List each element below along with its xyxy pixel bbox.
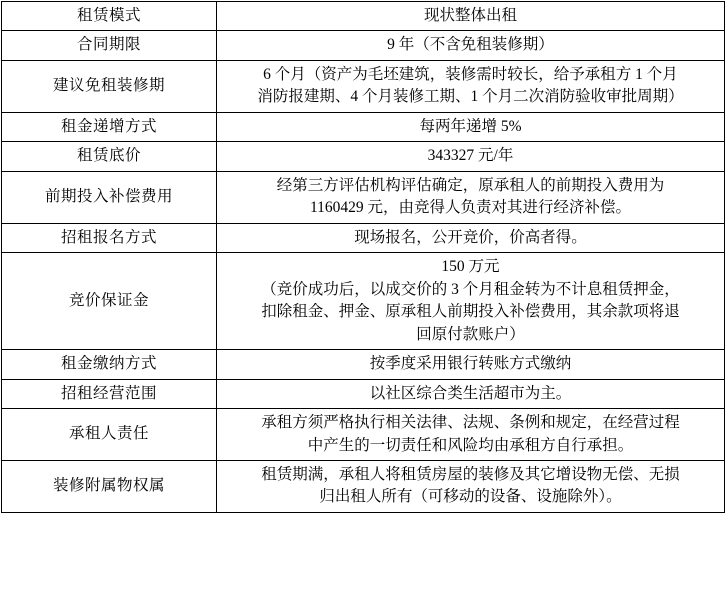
row-value-line: 租赁期满，承租人将租赁房屋的装修及其它增设物无偿、无损 — [261, 465, 680, 483]
row-value-line: 343327 元/年 — [427, 147, 514, 165]
table-row — [2, 142, 725, 171]
row-value-line: 150 万元 — [441, 258, 500, 276]
row-label: 租赁底价 — [2, 142, 217, 171]
row-value-line: 按季度采用银行转账方式缴纳 — [369, 355, 572, 373]
row-value-line: 现状整体出租 — [423, 7, 517, 24]
table-row — [2, 460, 725, 512]
row-value — [217, 460, 725, 512]
row-value-line: 6 个月（资产为毛坯建筑，装修需时较长，给予承租方 1 个月 — [263, 65, 678, 83]
row-value-line: 归出租人所有（可移动的设备、设施除外）。 — [319, 488, 622, 506]
table-row — [2, 171, 725, 223]
row-label: 租金递增方式 — [2, 112, 217, 141]
row-value — [217, 2, 725, 31]
row-value — [217, 142, 725, 171]
row-value — [217, 253, 725, 350]
row-value-line: 消防报建期、4 个月装修工期、1 个月二次消防验收审批周期） — [257, 88, 684, 106]
row-label: 装修附属物权属 — [2, 460, 217, 512]
row-label: 租金缴纳方式 — [2, 350, 217, 379]
row-value — [217, 31, 725, 60]
table-row — [2, 112, 725, 141]
row-value-line: 承租方须严格执行相关法律、法规、条例和规定，在经营过程 — [261, 414, 680, 432]
row-value — [217, 112, 725, 141]
lease-terms-table — [1, 1, 725, 513]
row-value-line: （竞价成功后，以成交价的 3 个月租金转为不计息租赁押金， — [261, 280, 680, 298]
row-value — [217, 223, 725, 252]
row-label: 租赁模式 — [2, 2, 217, 31]
row-label: 竞价保证金 — [2, 253, 217, 350]
row-value-line: 现场报名，公开竞价，价高者得。 — [354, 228, 587, 246]
table-body — [2, 2, 725, 513]
row-value-line: 扣除租金、押金、原承租人前期投入补偿费用，其余款项将退 — [261, 303, 680, 321]
document-page — [0, 1, 726, 610]
row-value — [217, 379, 725, 408]
row-label: 招租经营范围 — [2, 379, 217, 408]
row-value — [217, 60, 725, 112]
table-row — [2, 350, 725, 379]
row-value — [217, 409, 725, 461]
table-row — [2, 253, 725, 350]
table-row — [2, 379, 725, 408]
table-row — [2, 60, 725, 112]
row-value — [217, 171, 725, 223]
row-value-line: 1160429 元，由竞得人负责对其进行经济补偿。 — [309, 199, 632, 217]
row-value-line: 以社区综合类生活超市为主。 — [369, 384, 572, 402]
row-label: 承租人责任 — [2, 409, 217, 461]
row-value-line: 9 年（不含免租装修期） — [387, 36, 554, 54]
row-label: 合同期限 — [2, 31, 217, 60]
table-row — [2, 409, 725, 461]
table-row — [2, 223, 725, 252]
row-value-line: 经第三方评估机构评估确定，原承租人的前期投入费用为 — [276, 176, 665, 194]
row-label: 前期投入补偿费用 — [2, 171, 217, 223]
row-value-line: 回原付款账户） — [416, 325, 525, 343]
row-value — [217, 350, 725, 379]
table-row — [2, 2, 725, 31]
row-value-line: 中产生的一切责任和风险均由承租方自行承担。 — [307, 436, 634, 454]
row-label: 招租报名方式 — [2, 223, 217, 252]
row-value-line: 每两年递增 5% — [419, 117, 522, 135]
row-label: 建议免租装修期 — [2, 60, 217, 112]
table-row — [2, 31, 725, 60]
